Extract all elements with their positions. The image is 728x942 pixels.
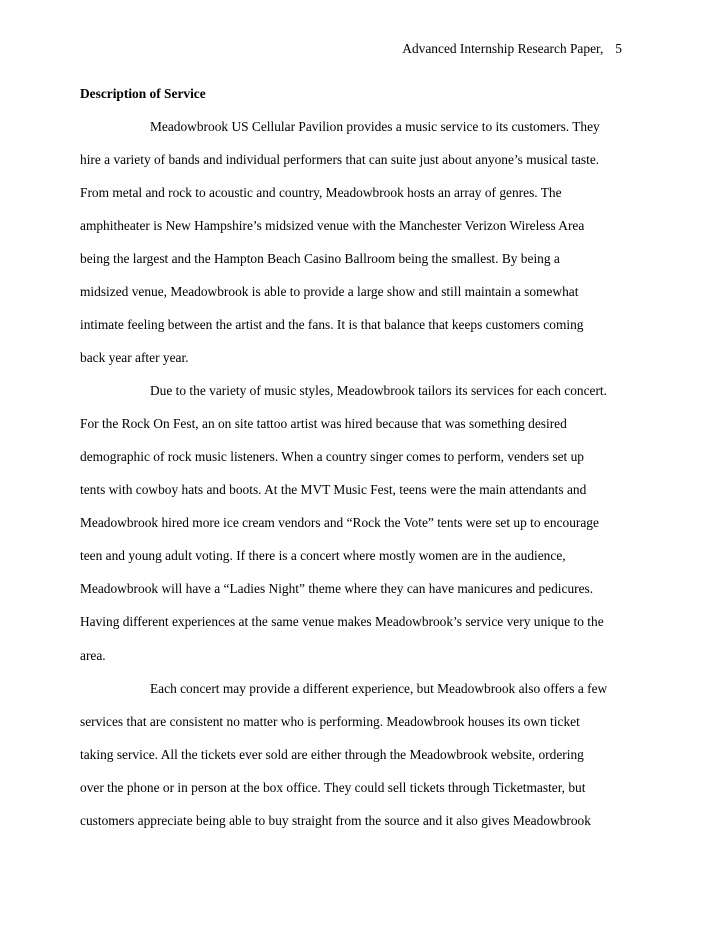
paragraph-line: teen and young adult voting. If there is a concert where mostly women are in the audience,: [80, 548, 566, 564]
paragraph-line: Each concert may provide a different experience, but Meadowbrook also offers a few: [150, 680, 608, 696]
paragraph-line: Having different experiences at the same venue makes Meadowbrook’s service very unique to the: [80, 614, 604, 630]
paragraph-line: customers appreciate being able to buy straight from the source and it also gives Meadowbrook: [80, 812, 591, 828]
body-text: [80, 118, 680, 845]
paragraph-line: Due to the variety of music styles, Meadowbrook tailors its services for each concert.: [150, 383, 608, 399]
paragraph-line: hire a variety of bands and individual performers that can suite just about anyone’s musical taste.: [80, 152, 600, 168]
paragraph-line: taking service. All the tickets ever sold are either through the Meadowbrook website, ordering: [80, 746, 584, 762]
paragraph-line: area.: [80, 647, 106, 663]
running-head: [402, 40, 622, 58]
paragraph-line: For the Rock On Fest, an on site tattoo artist was hired because that was something desired: [80, 416, 567, 432]
paragraph-line: Meadowbrook hired more ice cream vendors and “Rock the Vote” tents were set up to encourage: [80, 515, 599, 531]
paragraph-line: Meadowbrook US Cellular Pavilion provides a music service to its customers. They: [150, 119, 600, 134]
paragraph-line: services that are consistent no matter who is performing. Meadowbrook houses its own ticket: [80, 713, 580, 729]
paragraph-line: demographic of rock music listeners. When a country singer comes to perform, venders set up: [80, 449, 584, 465]
paragraph-line: Meadowbrook will have a “Ladies Night” theme where they can have manicures and pedicures.: [80, 581, 594, 597]
running-head-title: Advanced Internship Research Paper,: [402, 41, 604, 56]
paragraph-line: being the largest and the Hampton Beach Casino Ballroom being the smallest. By being a: [80, 251, 560, 267]
paragraph-line: intimate feeling between the artist and the fans. It is that balance that keeps customers coming: [80, 317, 584, 333]
paragraph-line: over the phone or in person at the box office. They could sell tickets through Ticketmaster, but: [80, 779, 586, 795]
paragraph-line: From metal and rock to acoustic and country, Meadowbrook hosts an array of genres. The: [80, 185, 562, 201]
section-heading: Description of Service: [80, 86, 206, 101]
paragraph-line: amphitheater is New Hampshire’s midsized venue with the Manchester Verizon Wireless Area: [80, 218, 585, 234]
page-number: 5: [615, 41, 622, 56]
paragraph-line: back year after year.: [80, 350, 189, 366]
paragraph-line: tents with cowboy hats and boots. At the MVT Music Fest, teens were the main attendants and: [80, 482, 587, 498]
paragraph-line: midsized venue, Meadowbrook is able to provide a large show and still maintain a somewhat: [80, 284, 579, 300]
